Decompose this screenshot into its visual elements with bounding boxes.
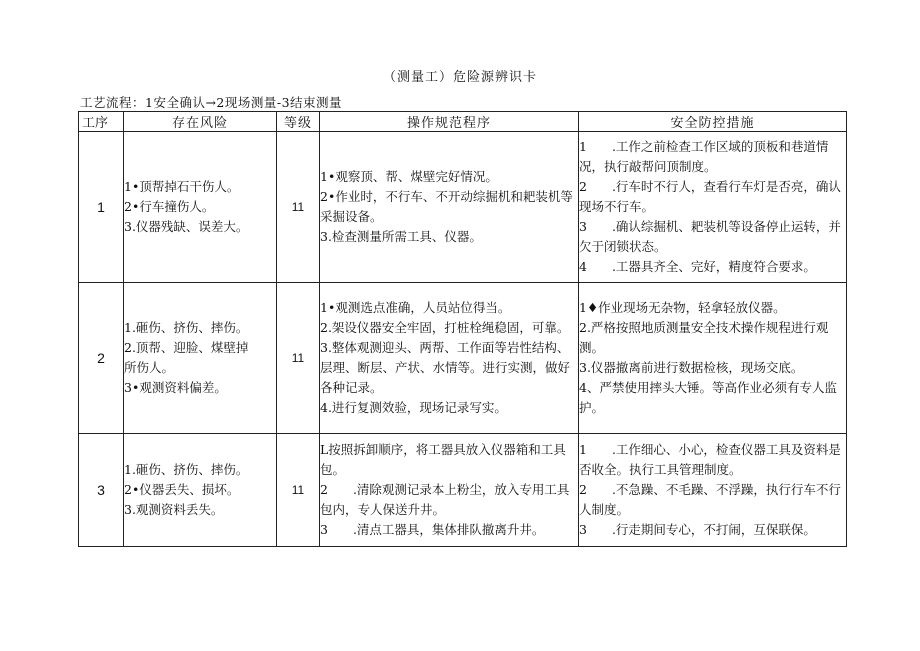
measure-item: 2.严格按照地质测量安全技术操作规程进行观测。	[579, 320, 829, 355]
row-grade: 11	[277, 283, 320, 434]
risk-item: 2•仪器丢失、损坏。	[124, 482, 240, 497]
procedure-item: 1•观测选点准确，人员站位得当。	[320, 300, 511, 315]
row-grade: 11	[277, 434, 320, 547]
header-grade: 等级	[277, 112, 320, 132]
table-row	[79, 283, 847, 434]
risk-item: 2•行车撞伤人。	[124, 199, 215, 214]
page-title: （测量工）危险源辨识卡	[382, 70, 537, 85]
risk-item: 3.仪器残缺、误差大。	[124, 219, 249, 234]
risk-item: 1•顶帮掉石干伤人。	[124, 179, 240, 194]
risk-item: 3•观测资料偏差。	[124, 380, 227, 395]
measure-item: 3.仪器撤离前进行数据检核，现场交底。	[579, 360, 804, 375]
row-seq: 2	[79, 283, 124, 434]
measure-item: 4、严禁使用摔头大锤。等高作业必须有专人监护。	[579, 380, 837, 415]
header-measures: 安全防控措施	[579, 112, 847, 132]
row-seq: 3	[79, 434, 124, 547]
table-header-row	[79, 112, 847, 132]
row-procedures	[320, 283, 579, 434]
measure-item: 1♦作业现场无杂物，轻拿轻放仪器。	[579, 300, 786, 315]
risk-item: 3.观测资料丢失。	[124, 502, 224, 517]
measure-item: 2 .不急躁、不毛躁、不浮躁，执行行车不行人制度。	[579, 482, 841, 517]
header-process: 工序	[79, 112, 124, 132]
row-risks	[124, 434, 277, 547]
procedure-item: 3 .清点工器具，集体排队撤离升井。	[320, 522, 545, 537]
row-risks	[124, 283, 277, 434]
risk-item: 所伤人。	[124, 360, 175, 375]
risk-item: 1.砸伤、挤伤、摔伤。	[124, 320, 249, 335]
measure-item: 2 .行车时不行人，查看行车灯是否亮，确认现场不行车。	[579, 179, 841, 214]
procedure-item: 1•观察顶、帮、煤壁完好情况。	[320, 169, 498, 184]
procedure-item: 2 .清除观测记录本上粉尘，放入专用工具包内，专人保送升井。	[320, 482, 570, 517]
table-row	[79, 132, 847, 283]
process-flow: 工艺流程：1安全确认→2现场测量-3结束测量	[80, 95, 343, 110]
row-procedures	[320, 434, 579, 547]
measure-item: 3 .确认综掘机、耙装机等设备停止运转，并欠于闭锁状态。	[579, 219, 841, 254]
table-row	[79, 434, 847, 547]
risk-item: 1.砸伤、挤伤、摔伤。	[124, 462, 249, 477]
risk-item: 2.顶帮、迎脸、煤壁掉	[124, 340, 249, 355]
header-risk: 存在风险	[124, 112, 277, 132]
row-measures	[579, 132, 847, 283]
procedure-item: 3.检查测量所需工具、仪器。	[320, 229, 482, 244]
measure-item: 4 .工器具齐全、完好，精度符合要求。	[579, 259, 816, 274]
row-measures	[579, 434, 847, 547]
row-risks	[124, 132, 277, 283]
row-grade: 11	[277, 132, 320, 283]
procedure-item: 2.架设仪器安全牢固，打桩栓绳稳固，可靠。	[320, 320, 570, 335]
procedure-item: 3.整体观测迎头、两帮、工作面等岩性结构、层理、断层、产状、水情等。进行实测，做好各种记录。	[320, 340, 571, 395]
hazard-table	[78, 111, 847, 547]
procedure-item: 4.进行复测效验，现场记录写实。	[320, 400, 507, 415]
measure-item: 1 .工作之前检查工作区域的顶板和巷道情况，执行敲帮问顶制度。	[579, 139, 829, 174]
row-seq: 1	[79, 132, 124, 283]
measure-item: 1 .工作细心、小心，检查仪器工具及资料是否收全。执行工具管理制度。	[579, 442, 841, 477]
procedure-item: L按照拆卸顺序，将工器具放入仪器箱和工具包。	[320, 442, 566, 477]
row-procedures	[320, 132, 579, 283]
row-measures	[579, 283, 847, 434]
header-procedure: 操作规范程序	[320, 112, 579, 132]
procedure-item: 2•作业时，不行车、不开动综掘机和耙装机等采掘设备。	[320, 189, 573, 224]
measure-item: 3 .行走期间专心，不打闹，互保联保。	[579, 522, 816, 537]
